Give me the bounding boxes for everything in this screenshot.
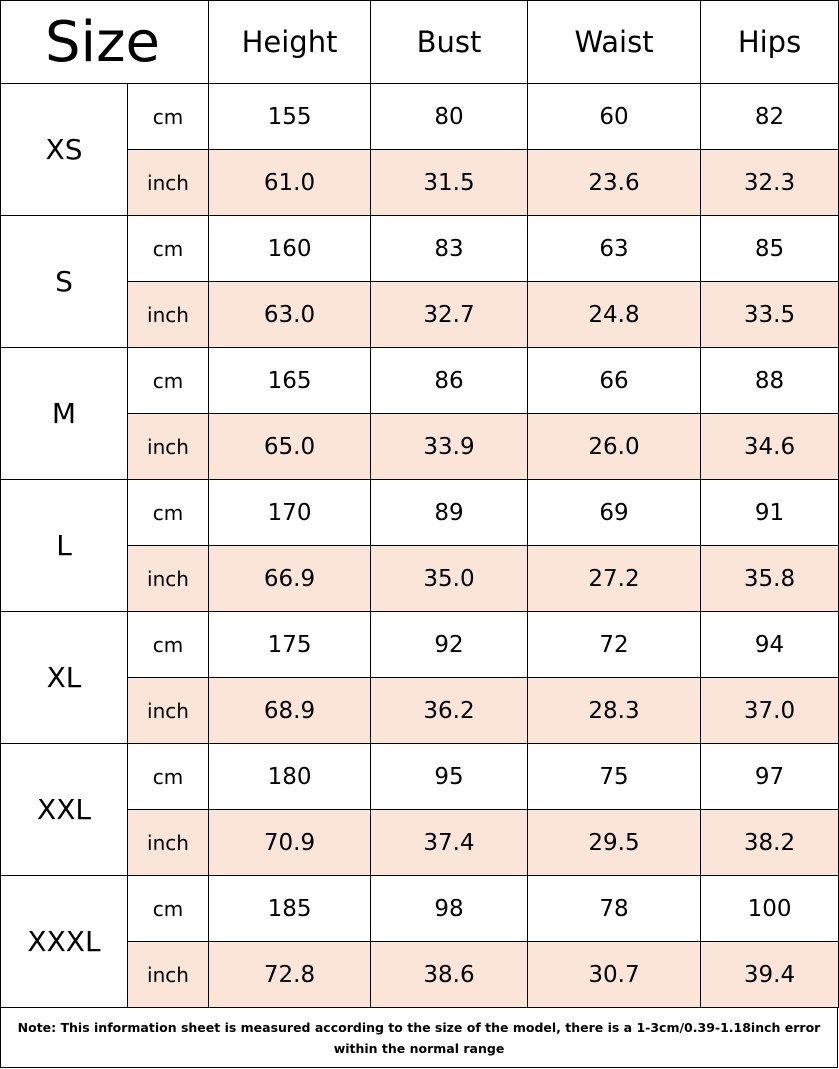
height-inch-value: 65.0 xyxy=(209,414,371,480)
hips-cm-value: 85 xyxy=(701,216,839,282)
unit-cm-label: cm xyxy=(128,216,209,282)
size-label: L xyxy=(1,480,128,612)
unit-inch-label: inch xyxy=(128,414,209,480)
size-label: S xyxy=(1,216,128,348)
note-line-2: within the normal range xyxy=(333,1041,505,1056)
hips-inch-value: 38.2 xyxy=(701,810,839,876)
waist-inch-value: 28.3 xyxy=(528,678,701,744)
table-row xyxy=(1,612,839,678)
unit-inch-label: inch xyxy=(128,282,209,348)
waist-cm-value: 60 xyxy=(528,84,701,150)
bust-inch-value: 36.2 xyxy=(371,678,528,744)
note-text xyxy=(0,1008,838,1068)
size-label: XL xyxy=(1,612,128,744)
unit-cm-label: cm xyxy=(128,348,209,414)
height-inch-value: 63.0 xyxy=(209,282,371,348)
height-inch-value: 61.0 xyxy=(209,150,371,216)
bust-cm-value: 86 xyxy=(371,348,528,414)
height-inch-value: 66.9 xyxy=(209,546,371,612)
waist-inch-value: 27.2 xyxy=(528,546,701,612)
table-row xyxy=(1,216,839,282)
size-label: XXXL xyxy=(1,876,128,1008)
bust-inch-value: 33.9 xyxy=(371,414,528,480)
height-cm-value: 175 xyxy=(209,612,371,678)
bust-cm-value: 80 xyxy=(371,84,528,150)
waist-cm-value: 78 xyxy=(528,876,701,942)
unit-inch-label: inch xyxy=(128,810,209,876)
height-cm-value: 170 xyxy=(209,480,371,546)
height-cm-value: 185 xyxy=(209,876,371,942)
bust-inch-value: 37.4 xyxy=(371,810,528,876)
size-label: XS xyxy=(1,84,128,216)
bust-header: Bust xyxy=(371,1,528,84)
waist-cm-value: 63 xyxy=(528,216,701,282)
unit-cm-label: cm xyxy=(128,84,209,150)
unit-inch-label: inch xyxy=(128,150,209,216)
unit-cm-label: cm xyxy=(128,744,209,810)
size-header: Size xyxy=(1,1,209,84)
height-inch-value: 70.9 xyxy=(209,810,371,876)
height-header: Height xyxy=(209,1,371,84)
height-cm-value: 165 xyxy=(209,348,371,414)
note-line-1: Note: This information sheet is measured according to the size of the model, there is a 1-3cm/0.39-1.18inch error xyxy=(17,1020,821,1035)
unit-inch-label: inch xyxy=(128,678,209,744)
hips-inch-value: 37.0 xyxy=(701,678,839,744)
hips-cm-value: 91 xyxy=(701,480,839,546)
hips-cm-value: 88 xyxy=(701,348,839,414)
height-cm-value: 155 xyxy=(209,84,371,150)
height-inch-value: 72.8 xyxy=(209,942,371,1008)
table-row xyxy=(1,744,839,810)
unit-cm-label: cm xyxy=(128,876,209,942)
waist-inch-value: 24.8 xyxy=(528,282,701,348)
waist-cm-value: 75 xyxy=(528,744,701,810)
bust-inch-value: 38.6 xyxy=(371,942,528,1008)
bust-cm-value: 83 xyxy=(371,216,528,282)
hips-cm-value: 82 xyxy=(701,84,839,150)
chart-body xyxy=(1,84,839,1008)
table-row xyxy=(1,876,839,942)
hips-cm-value: 100 xyxy=(701,876,839,942)
bust-inch-value: 32.7 xyxy=(371,282,528,348)
waist-inch-value: 30.7 xyxy=(528,942,701,1008)
waist-cm-value: 69 xyxy=(528,480,701,546)
hips-inch-value: 32.3 xyxy=(701,150,839,216)
table-row xyxy=(1,348,839,414)
table-row xyxy=(1,480,839,546)
bust-inch-value: 35.0 xyxy=(371,546,528,612)
unit-inch-label: inch xyxy=(128,546,209,612)
size-label: XXL xyxy=(1,744,128,876)
unit-cm-label: cm xyxy=(128,480,209,546)
height-cm-value: 180 xyxy=(209,744,371,810)
bust-cm-value: 92 xyxy=(371,612,528,678)
waist-header: Waist xyxy=(528,1,701,84)
height-inch-value: 68.9 xyxy=(209,678,371,744)
waist-inch-value: 23.6 xyxy=(528,150,701,216)
hips-inch-value: 34.6 xyxy=(701,414,839,480)
header-row xyxy=(1,1,839,84)
height-cm-value: 160 xyxy=(209,216,371,282)
hips-cm-value: 97 xyxy=(701,744,839,810)
bust-cm-value: 95 xyxy=(371,744,528,810)
hips-inch-value: 35.8 xyxy=(701,546,839,612)
hips-header: Hips xyxy=(701,1,839,84)
waist-cm-value: 72 xyxy=(528,612,701,678)
bust-cm-value: 98 xyxy=(371,876,528,942)
table-row xyxy=(1,84,839,150)
waist-inch-value: 29.5 xyxy=(528,810,701,876)
unit-inch-label: inch xyxy=(128,942,209,1008)
hips-cm-value: 94 xyxy=(701,612,839,678)
bust-inch-value: 31.5 xyxy=(371,150,528,216)
bust-cm-value: 89 xyxy=(371,480,528,546)
hips-inch-value: 39.4 xyxy=(701,942,839,1008)
waist-inch-value: 26.0 xyxy=(528,414,701,480)
waist-cm-value: 66 xyxy=(528,348,701,414)
size-label: M xyxy=(1,348,128,480)
hips-inch-value: 33.5 xyxy=(701,282,839,348)
unit-cm-label: cm xyxy=(128,612,209,678)
